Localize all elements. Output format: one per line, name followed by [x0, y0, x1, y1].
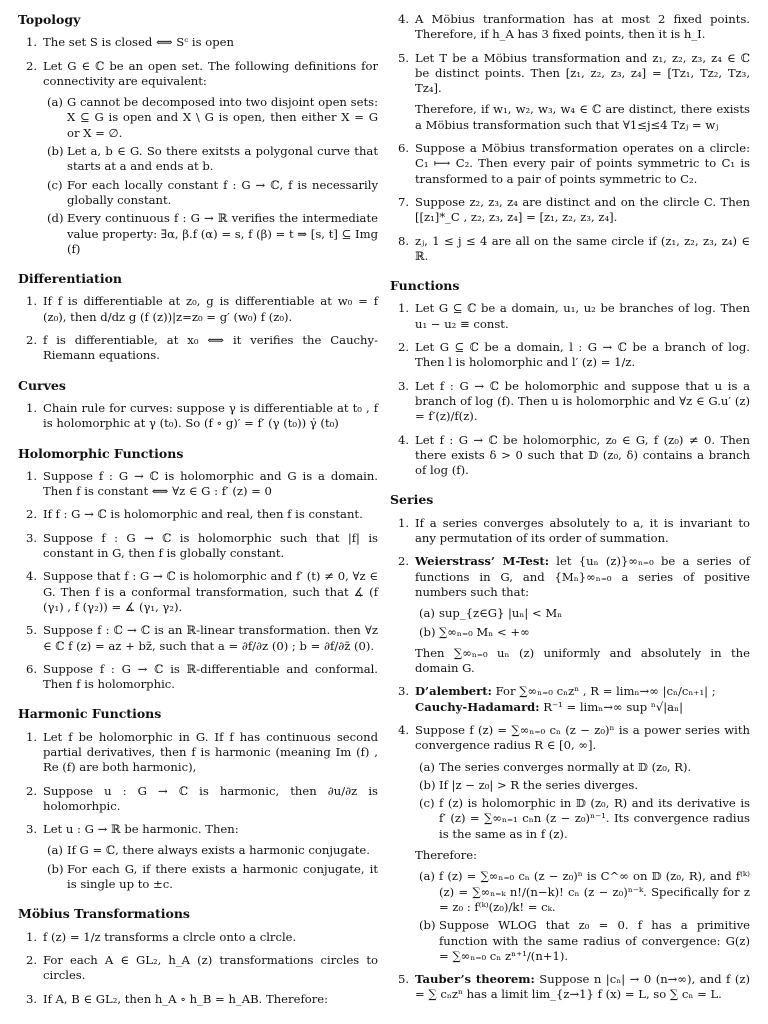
item-list — [390, 301, 750, 478]
item-body — [415, 12, 750, 41]
list-item — [390, 301, 750, 332]
item-text: Suppose f (z) = ∑∞ₙ₌₀ cₙ (z − z₀)ⁿ is a power series with convergence radius R ∈ [0, ∞]. — [415, 722, 750, 753]
item-body — [415, 723, 750, 752]
item-number: 4. — [398, 722, 410, 737]
section-title: Topology — [18, 12, 81, 27]
item-body — [415, 340, 750, 369]
item-text: Let G ⊆ ℂ be a domain, u₁, u₂ be branches of log. Then u₁ − u₂ ≡ const. — [415, 301, 750, 331]
sub-item — [43, 178, 378, 209]
item-list — [18, 401, 378, 432]
section-topology — [18, 12, 378, 257]
sub-item-text: f (z) = ∑∞ₙ₌₀ cₙ (z − z₀)ⁿ is C^∞ on 𝔻 (z₀, R), and f⁽ᵏ⁾ (z) = ∑∞ₙ₌ₖ n!/(n−k)! cₙ (z − z₀)ⁿ⁻ᵏ. Specifically for z = z₀ : f⁽ᵏ⁾(z₀)/k! = cₖ. — [439, 869, 750, 914]
list-item — [18, 953, 378, 984]
item-body — [415, 554, 750, 599]
item-text: Let f : G → ℂ be holomorphic, z₀ ∈ G, f (z₀) ≠ 0. Then there exists δ > 0 such that 𝔻 (z₀, δ) contains a branch of log (f). — [415, 432, 750, 478]
item-text: Let G ∈ ℂ be an open set. The following definitions for connectivity are equivalent: — [43, 58, 378, 88]
item-text: Suppose f : ℂ → ℂ is an ℝ-linear transformation. then ∀z ∈ ℂ f (z) = az + bz̄, such that a = ∂f/∂z (0) ; b = ∂f/∂z̄ (0). — [43, 623, 378, 653]
list-item — [18, 569, 378, 615]
sub-item-label: (b) — [47, 144, 64, 159]
item-text: A Möbius tranformation has at most 2 fixed points. Therefore, if h_A has 3 fixed points, then it is h_I. — [415, 12, 750, 42]
item-number: 8. — [398, 233, 410, 248]
item-number: 2. — [26, 507, 38, 522]
item-body — [415, 433, 750, 478]
item-list — [390, 12, 750, 264]
list-item — [18, 623, 378, 654]
item-text: For ∑∞ₙ₌₀ cₙzⁿ , R = limₙ→∞ |cₙ/cₙ₊₁| ; — [491, 684, 716, 699]
sub-item — [415, 918, 750, 964]
item-body — [43, 507, 363, 521]
section-title: Series — [390, 492, 434, 508]
item-number: 2. — [398, 554, 410, 569]
section-title: Holomorphic Functions — [18, 445, 184, 461]
sub-list — [43, 843, 378, 892]
item-text: Suppose u : G → ℂ is harmonic, then ∂u/∂z is holomorhpic. — [43, 783, 378, 813]
list-item — [18, 333, 378, 364]
item-text: Chain rule for curves: suppose γ is differentiable at t₀ , f is holomorphic at γ (t₀). So (f ∘ g)′ = f′ (γ (t₀)) γ̇ (t₀) — [43, 400, 378, 431]
item-number: 2. — [398, 340, 410, 355]
item-label: Cauchy-Hadamard: — [415, 699, 540, 714]
sub-list — [415, 869, 750, 964]
item-text: Suppose n |cₙ| → 0 (n→∞), and f (z) = ∑ cₙzⁿ has a limit lim_{z→1} f (x) = L, so ∑ cₙ = L. — [415, 972, 750, 1002]
section-curves — [18, 378, 378, 432]
item-number: 2. — [26, 783, 38, 798]
section-holomorphic — [18, 446, 378, 693]
list-item — [390, 972, 750, 1003]
item-number: 2. — [26, 952, 38, 967]
sub-item-label: (d) — [47, 211, 64, 226]
sub-item-text: Let a, b ∈ G. So there exitsts a polygonal curve that starts at a and ends at b. — [67, 144, 378, 174]
sub-item — [43, 211, 378, 257]
sub-item-label: (b) — [419, 777, 436, 792]
sub-item — [415, 760, 750, 775]
item-number: 2. — [26, 333, 38, 348]
section-title: Harmonic Functions — [18, 706, 162, 722]
list-item — [390, 379, 750, 425]
item-number: 6. — [398, 141, 410, 156]
item-list — [18, 930, 378, 1007]
item-label: Tauber’s theorem: — [415, 972, 535, 987]
sub-item-label: (a) — [419, 869, 435, 884]
item-body — [43, 294, 378, 323]
item-list — [390, 516, 750, 1003]
sub-item — [43, 95, 378, 141]
item-list — [18, 730, 378, 893]
item-body — [43, 930, 296, 944]
sub-item-label: (b) — [419, 624, 436, 639]
item-number: 4. — [398, 12, 410, 26]
item-body — [415, 141, 750, 186]
item-text: If a series converges absolutely to a, it is invariant to any permutation of its order of summation. — [415, 515, 750, 546]
item-body — [415, 516, 750, 545]
item-number: 5. — [398, 50, 410, 65]
item-body — [43, 992, 328, 1006]
item-text: Let f : G → ℂ be holomorphic and suppose that u is a branch of log (f). Then u is holomorphic and ∀z ∈ G.u′ (z) = f′(z)/f(z). — [415, 378, 750, 424]
item-body — [415, 379, 750, 424]
item-paragraph: Therefore, if w₁, w₂, w₃, w₄ ∈ ℂ are distinct, there exists a Möbius transformation such that ∀1≤j≤4 Tzⱼ = wⱼ — [415, 102, 750, 132]
sub-list — [415, 606, 750, 640]
list-item — [18, 35, 378, 50]
item-number: 5. — [398, 972, 410, 987]
item-number: 5. — [26, 623, 38, 638]
section-harmonic — [18, 706, 378, 892]
sub-item — [415, 869, 750, 915]
item-body — [43, 35, 234, 49]
item-number: 4. — [26, 569, 38, 584]
item-number: 3. — [26, 822, 38, 837]
list-item — [390, 141, 750, 187]
item-text: Suppose a Möbius transformation operates on a clircle: C₁ ⟼ C₂. Then every pair of points symmetric to C₁ is transformed to a pair of points symmetric to C₂. — [415, 141, 750, 186]
item-body — [43, 569, 378, 614]
sub-item-text: ∑∞ₙ₌₀ Mₙ < +∞ — [439, 624, 530, 639]
item-text: Suppose f : G → ℂ is holomorphic such that |f| is constant in G, then f is globally constant. — [43, 530, 378, 561]
sub-item — [43, 144, 378, 175]
item-body — [43, 953, 378, 982]
item-paragraph: Therefore: — [415, 848, 478, 863]
sub-item-text: For each G, if there exists a harmonic conjugate, it is single up to ±c. — [67, 861, 378, 892]
section-mobius — [18, 906, 378, 1006]
left-column — [18, 12, 378, 1021]
sub-item-text: G cannot be decomposed into two disjoint open sets: X ⊆ G is open and X \ G is open, then either X = G or X = ∅. — [67, 95, 378, 140]
item-text: f is differentiable, at x₀ ⟺ it verifies the Cauchy-Riemann equations. — [43, 333, 378, 363]
sub-item-label: (b) — [47, 861, 64, 876]
sub-item-text: sup_{z∈G} |uₙ| < Mₙ — [439, 606, 563, 621]
sub-item — [415, 778, 750, 793]
item-list — [18, 469, 378, 693]
section-series — [390, 492, 750, 1002]
item-body — [415, 195, 750, 224]
item-number: 1. — [26, 929, 38, 944]
item-body — [415, 684, 716, 713]
list-item — [390, 684, 750, 715]
item-number: 1. — [26, 729, 38, 744]
list-item — [18, 401, 378, 432]
list-item — [18, 294, 378, 325]
item-number: 1. — [26, 468, 38, 483]
sub-item-text: Every continuous f : G → ℝ verifies the intermediate value property: ∃α, β.f (α) = s, f (β) = t ⇒ [s, t] ⊆ Img (f) — [67, 211, 378, 256]
list-item — [18, 822, 378, 892]
item-number: 2. — [26, 58, 38, 73]
item-text: If f is differentiable at z₀, g is differentiable at w₀ = f (z₀), then d/dz g (f (z))|z=z₀ = g′ (w₀) f (z₀). — [43, 294, 378, 324]
sub-item — [415, 796, 750, 842]
item-text: f (z) = 1/z transforms a clrcle onto a clrcle. — [43, 929, 297, 944]
list-item — [18, 469, 378, 500]
item-number: 4. — [398, 432, 410, 447]
item-number: 3. — [26, 530, 38, 545]
item-body — [43, 784, 378, 813]
item-number: 1. — [26, 294, 38, 309]
list-item — [18, 784, 378, 815]
item-label: Weierstrass’ M-Test: — [415, 554, 550, 569]
item-number: 3. — [26, 991, 38, 1006]
list-item — [390, 433, 750, 479]
list-item — [18, 507, 378, 522]
item-body — [43, 469, 378, 498]
sub-item — [415, 606, 750, 621]
item-number: 1. — [398, 301, 410, 316]
item-text: If f : G → ℂ is holomorphic and real, then f is constant. — [43, 507, 363, 522]
item-body — [43, 333, 378, 362]
list-item — [390, 51, 750, 133]
item-text: Suppose f : G → ℂ is holomorphic and G is a domain. Then f is constant ⟺ ∀z ∈ G : f′ (z) = 0 — [43, 468, 378, 499]
sub-item-text: For each locally constant f : G → ℂ, f is necessarily globally constant. — [67, 177, 378, 207]
sub-item-label: (b) — [419, 918, 436, 933]
sub-item-text: The series converges normally at 𝔻 (z₀, R). — [439, 759, 692, 774]
section-title: Möbius Transformations — [18, 906, 190, 922]
right-column — [390, 12, 750, 1017]
sub-list — [43, 95, 378, 257]
list-item — [390, 234, 750, 265]
item-text: For each A ∈ GL₂, h_A (z) transformations circles to circles. — [43, 952, 378, 983]
sub-item-label: (c) — [419, 796, 435, 811]
section-mobius-continued — [390, 12, 750, 264]
item-body — [43, 531, 378, 560]
item-body — [43, 59, 378, 88]
section-functions — [390, 278, 750, 478]
list-item — [18, 930, 378, 945]
item-body — [415, 301, 750, 330]
sub-item-text: If |z − z₀| > R the series diverges. — [439, 777, 639, 792]
item-text: Let T be a Möbius transformation and z₁, z₂, z₃, z₄ ∈ ℂ be distinct points. Then [z₁, z₂, z₃, z₄] = [Tz₁, Tz₂, Tz₃, Tz₄]. — [415, 50, 750, 96]
sub-item-label: (a) — [419, 606, 435, 621]
item-number: 1. — [398, 515, 410, 530]
item-text: let {uₙ (z)}∞ₙ₌₀ be a series of functions in G, and {Mₙ}∞ₙ₌₀ a series of positive numbers such that: — [415, 554, 751, 599]
sub-item-label: (a) — [47, 843, 63, 858]
item-body — [43, 822, 239, 836]
sub-item-text: f (z) is holomorphic in 𝔻 (z₀, R) and its derivative is f′ (z) = ∑∞ₙ₌₁ cₙn (z − z₀)ⁿ⁻¹. Its convergence radius is the same as in f (z). — [439, 796, 750, 841]
item-body — [415, 972, 750, 1001]
sub-item — [415, 625, 750, 640]
item-number: 1. — [26, 35, 38, 50]
list-item — [390, 554, 750, 676]
sub-item-label: (a) — [47, 95, 63, 110]
item-text: R⁻¹ = limₙ→∞ sup ⁿ√|aₙ| — [539, 699, 683, 714]
item-text: The set S is closed ⟺ Sᶜ is open — [43, 35, 234, 50]
sub-item-text: If G = ℂ, there always exists a harmonic conjugate. — [67, 843, 370, 858]
section-title: Differentiation — [18, 271, 122, 287]
item-text: If A, B ∈ GL₂, then h_A ∘ h_B = h_AB. Therefore: — [43, 991, 329, 1006]
list-item — [390, 340, 750, 371]
item-number: 1. — [26, 400, 38, 415]
item-label: D’alembert: — [415, 684, 492, 699]
list-item — [390, 195, 750, 226]
item-body — [43, 730, 378, 775]
list-item — [390, 516, 750, 547]
item-number: 3. — [398, 684, 410, 699]
section-title: Functions — [390, 278, 460, 294]
list-item — [18, 730, 378, 776]
list-item — [18, 992, 378, 1007]
item-list — [18, 35, 378, 257]
list-item — [390, 12, 750, 43]
item-number: 7. — [398, 194, 410, 209]
item-text: Let G ⊆ ℂ be a domain, l : G → ℂ be a branch of log. Then l is holomorphic and l′ (z) = 1/z. — [415, 340, 750, 370]
item-text: Let f be holomorphic in G. If f has continuous second partial derivatives, then f is harmonic (meaning Im (f) , Re (f) are both harmonic), — [43, 729, 378, 775]
item-paragraph: Then ∑∞ₙ₌₀ uₙ (z) uniformly and absolutely in the domain G. — [415, 645, 750, 676]
sub-item — [43, 862, 378, 893]
item-number: 6. — [26, 661, 38, 676]
sub-item-text: Suppose WLOG that z₀ = 0. f has a primitive function with the same radius of convergence: G(z) = ∑∞ₙ₌₀ cₙ zⁿ⁺¹/(n+1). — [439, 918, 750, 963]
sub-item-label: (c) — [47, 177, 63, 192]
section-differentiation — [18, 271, 378, 363]
item-body — [43, 662, 378, 691]
item-list — [18, 294, 378, 363]
item-text: Let u : G → ℝ be harmonic. Then: — [43, 822, 239, 837]
sub-item — [43, 843, 378, 858]
item-body — [43, 401, 378, 430]
item-text: Suppose z₂, z₃, z₄ are distinct and on the clircle C. Then [[z₁]*_C , z₂, z₃, z₄] = [z₁, z₂, z₃, z₄]. — [415, 194, 750, 225]
item-body — [415, 51, 750, 96]
item-text: Suppose f : G → ℂ is ℝ-differentiable and conformal. Then f is holomorphic. — [43, 661, 378, 692]
list-item — [18, 662, 378, 693]
list-item — [18, 531, 378, 562]
sub-item-label: (a) — [419, 759, 435, 774]
list-item — [18, 59, 378, 258]
item-body — [415, 234, 750, 263]
list-item — [390, 723, 750, 964]
item-text: zⱼ, 1 ≤ j ≤ 4 are all on the same circle if (z₁, z₂, z₃, z₄) ∈ ℝ. — [415, 233, 750, 263]
sub-list — [415, 760, 750, 842]
section-title: Curves — [18, 377, 66, 393]
item-body — [43, 623, 378, 652]
item-text: Suppose that f : G → ℂ is holomorphic and f′ (t) ≠ 0, ∀z ∈ G. Then f is a conformal transformation, such that ∡ (f (γ₁) , f (γ₂)) = ∡ (γ₁, γ₂). — [43, 569, 378, 614]
item-number: 3. — [398, 378, 410, 393]
